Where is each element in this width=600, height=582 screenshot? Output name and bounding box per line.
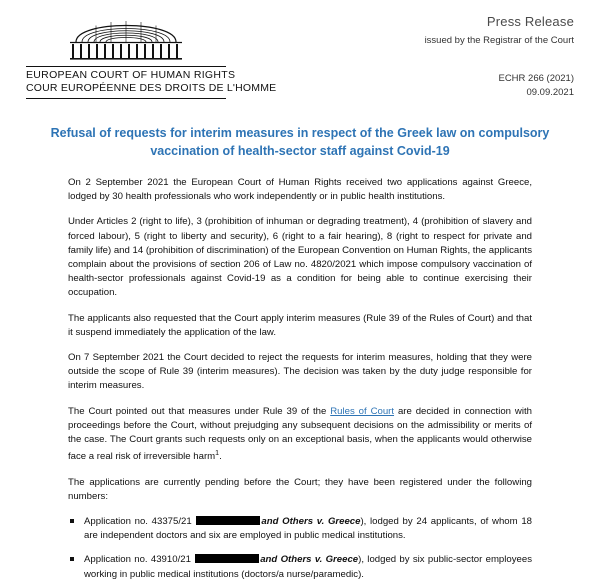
court-name-fr: COUR EUROPÉENNE DES DROITS DE L'HOMME [26, 82, 277, 94]
paragraph-5-text-after-link: are decided in connection with proceedings before the Court, without prejudging any subsequent decisions on the admissibility or merits of the case. The Court grants such requests only on an exceptional basis, when the applicants would otherwise face a real risk of irreversible harm [68, 405, 532, 463]
paragraph-2: Under Articles 2 (right to life), 3 (prohibition of inhuman or degrading treatment), 4 (prohibition of slavery and forced labour), 5 (right to liberty and security), 6 (right to a fair hearing), 8 (right to respect for private and family life) and 14 (prohibition of discrimination) of the European Convention on Human Rights, the applicants complain about the provisions of section 206 of Law no. 4820/2021 which impose compulsory vaccination of health-sector professionals against Covid-19 as a condition for being able to continue exercising their occupation. [68, 216, 532, 299]
press-release-label: Press Release [486, 14, 574, 29]
application-number-1: Application no. 43375/21 [84, 516, 196, 528]
paragraph-1: On 2 September 2021 the European Court of Human Rights received two applications against Greece, lodged by 30 health professionals who work independently or in public health institutions. [68, 177, 532, 203]
rules-of-court-link[interactable]: Rules of Court [330, 405, 395, 417]
header-right-block [425, 12, 574, 100]
reference-number: ECHR 266 (2021) [498, 73, 574, 84]
court-name-block [26, 66, 277, 99]
bullet-square-icon [70, 557, 74, 561]
case-name-2: and Others v. Greece [260, 554, 359, 566]
issued-by-text: issued by the Registrar of the Court [424, 35, 574, 46]
paragraph-5-period: . [219, 451, 222, 463]
page-title: Refusal of requests for interim measures in respect of the Greek law on compulsory vaccination of health-sector staff against Covid-19 [50, 126, 550, 158]
redacted-name-1 [196, 516, 260, 525]
paragraph-3: The applicants also requested that the Court apply interim measures (Rule 39 of the Rules of Court) and that it suspend immediately the application of the law. [68, 312, 532, 338]
court-branding [26, 12, 277, 99]
application-list [68, 515, 532, 582]
application-number-2: Application no. 43910/21 [84, 554, 195, 566]
paragraph-6: The applications are currently pending before the Court; they have been registered under the following numbers: [68, 476, 532, 502]
document-body [68, 176, 532, 582]
redacted-name-2 [195, 554, 259, 563]
list-item [68, 515, 532, 543]
paragraph-4: On 7 September 2021 the Court decided to reject the requests for interim measures, holding that they were outside the scope of Rule 39 (interim measures). The decision was taken by the duty judge responsible for interim measures. [68, 352, 532, 392]
case-name-1: and Others v. Greece [261, 516, 361, 528]
publication-date: 09.09.2021 [526, 87, 574, 98]
bullet-square-icon [70, 519, 74, 523]
paragraph-5 [68, 405, 532, 465]
footnote-marker-1[interactable]: 1 [215, 450, 220, 458]
court-name-en: EUROPEAN COURT OF HUMAN RIGHTS [26, 69, 236, 81]
list-item [68, 553, 532, 581]
document-header [0, 0, 600, 100]
application-detail-1: ), lodged by 24 applicants, of whom 18 are independent doctors and six are employed in public medical institutions. [84, 516, 532, 542]
paragraph-5-text-before-link: The Court pointed out that measures under Rule 39 of the [68, 405, 331, 417]
echr-emblem-icon [26, 12, 226, 64]
reference-block [425, 72, 574, 100]
application-detail-2: ), lodged by six public-sector employees working in public medical institutions (doctors/a nurse/paramedic). [84, 554, 533, 580]
